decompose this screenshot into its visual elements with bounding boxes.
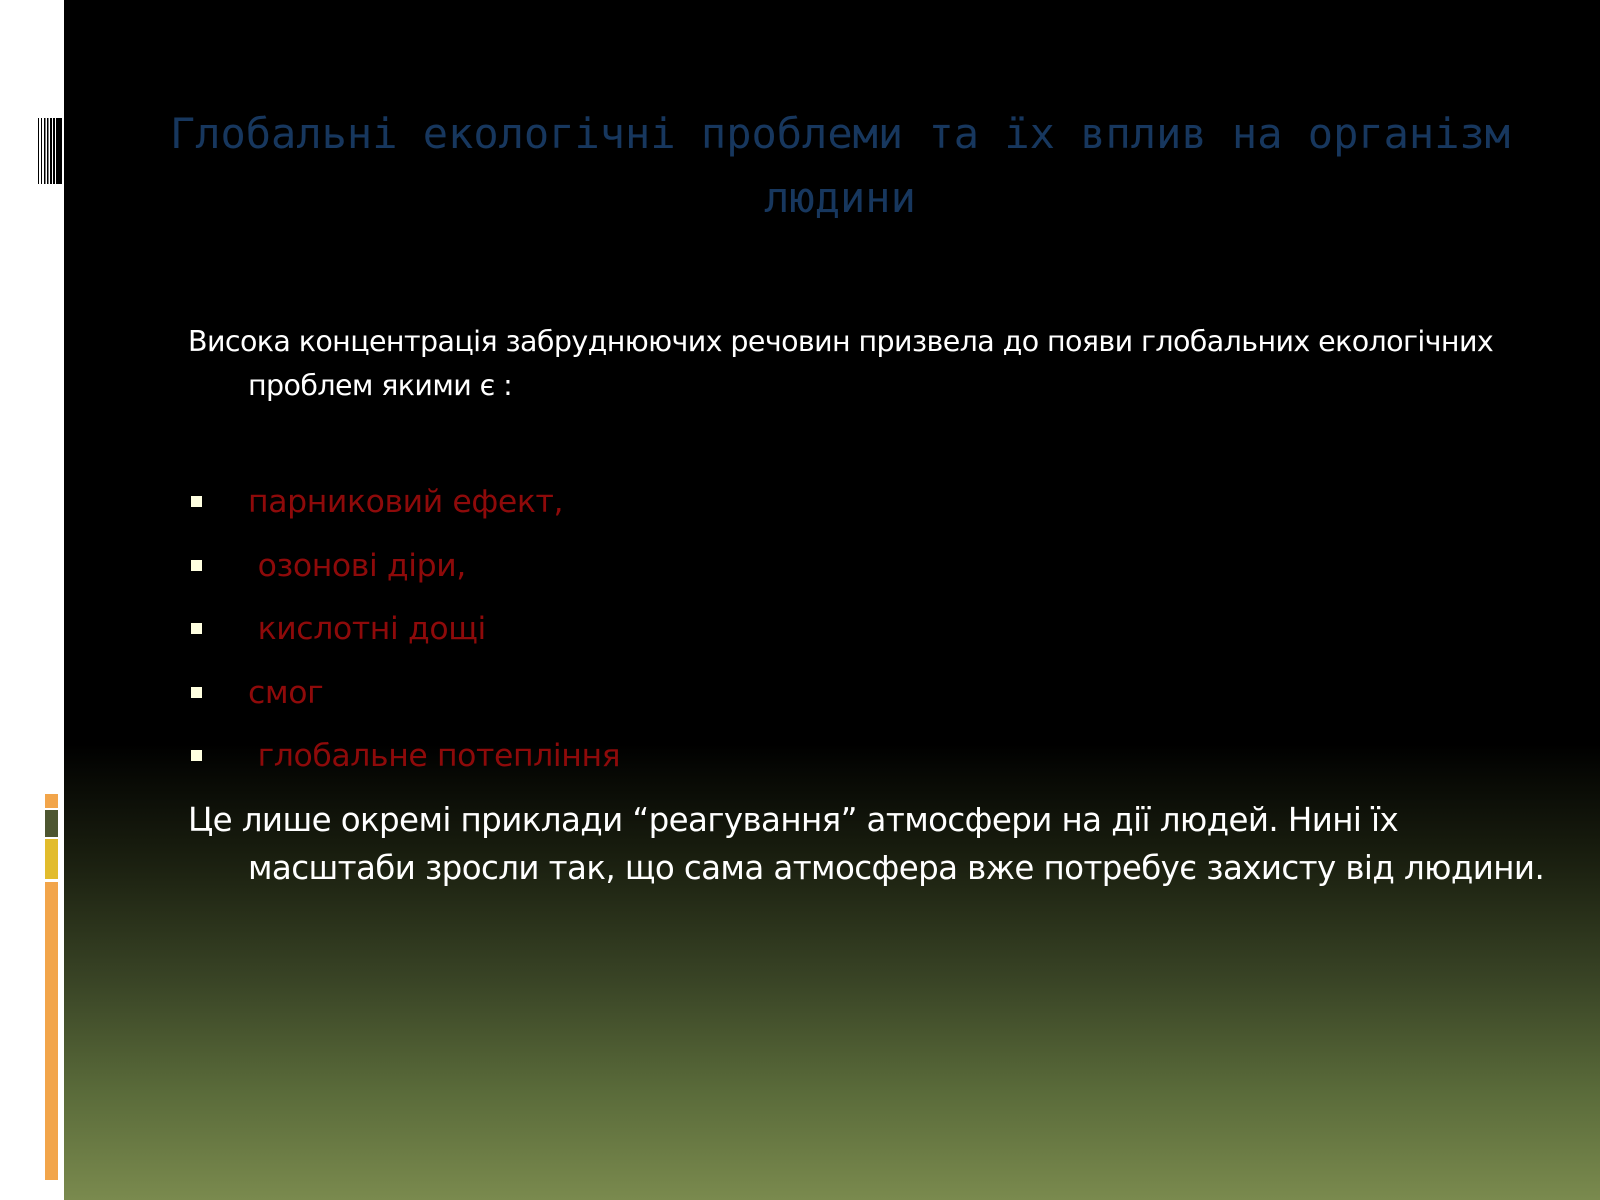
accent-bar-orange-long: [45, 882, 58, 1180]
list-item: [188, 541, 1388, 605]
intro-paragraph: Висока концентрація забруднюючих речовин призвела до появи глобальних екологічних проблем якими є :: [188, 325, 1494, 402]
list-item-text: смог: [248, 674, 324, 711]
list-item-text: озонові діри,: [248, 547, 466, 584]
decorative-lines: [38, 118, 62, 184]
list-item-text: кислотні дощі: [248, 611, 486, 647]
list-item-text: глобальне потепління: [248, 738, 621, 774]
list-item: [188, 668, 1388, 732]
square-bullet-icon: [191, 496, 202, 507]
list-item: [188, 477, 1388, 541]
square-bullet-icon: [191, 560, 202, 571]
accent-bar-orange-small: [45, 794, 58, 808]
outro-paragraph: Це лише окремі приклади “реагування” атмосфери на дії людей. Нині їх масштаби зросли так, що сама атмосфера вже потребує захисту від людини.: [188, 801, 1545, 887]
slide-title: Глобальні екологічні проблеми та їх вплив на організм людини: [169, 109, 1511, 222]
list-item-text: парниковий ефект,: [248, 484, 564, 520]
list-item: [188, 731, 1388, 795]
accent-bar-yellow: [45, 839, 58, 879]
left-margin-strip: [0, 0, 64, 1200]
accent-bar-olive: [45, 810, 58, 837]
square-bullet-icon: [191, 750, 202, 761]
list-item: [188, 604, 1388, 668]
square-bullet-icon: [191, 623, 202, 634]
problems-list: [188, 477, 1388, 795]
square-bullet-icon: [191, 687, 202, 698]
